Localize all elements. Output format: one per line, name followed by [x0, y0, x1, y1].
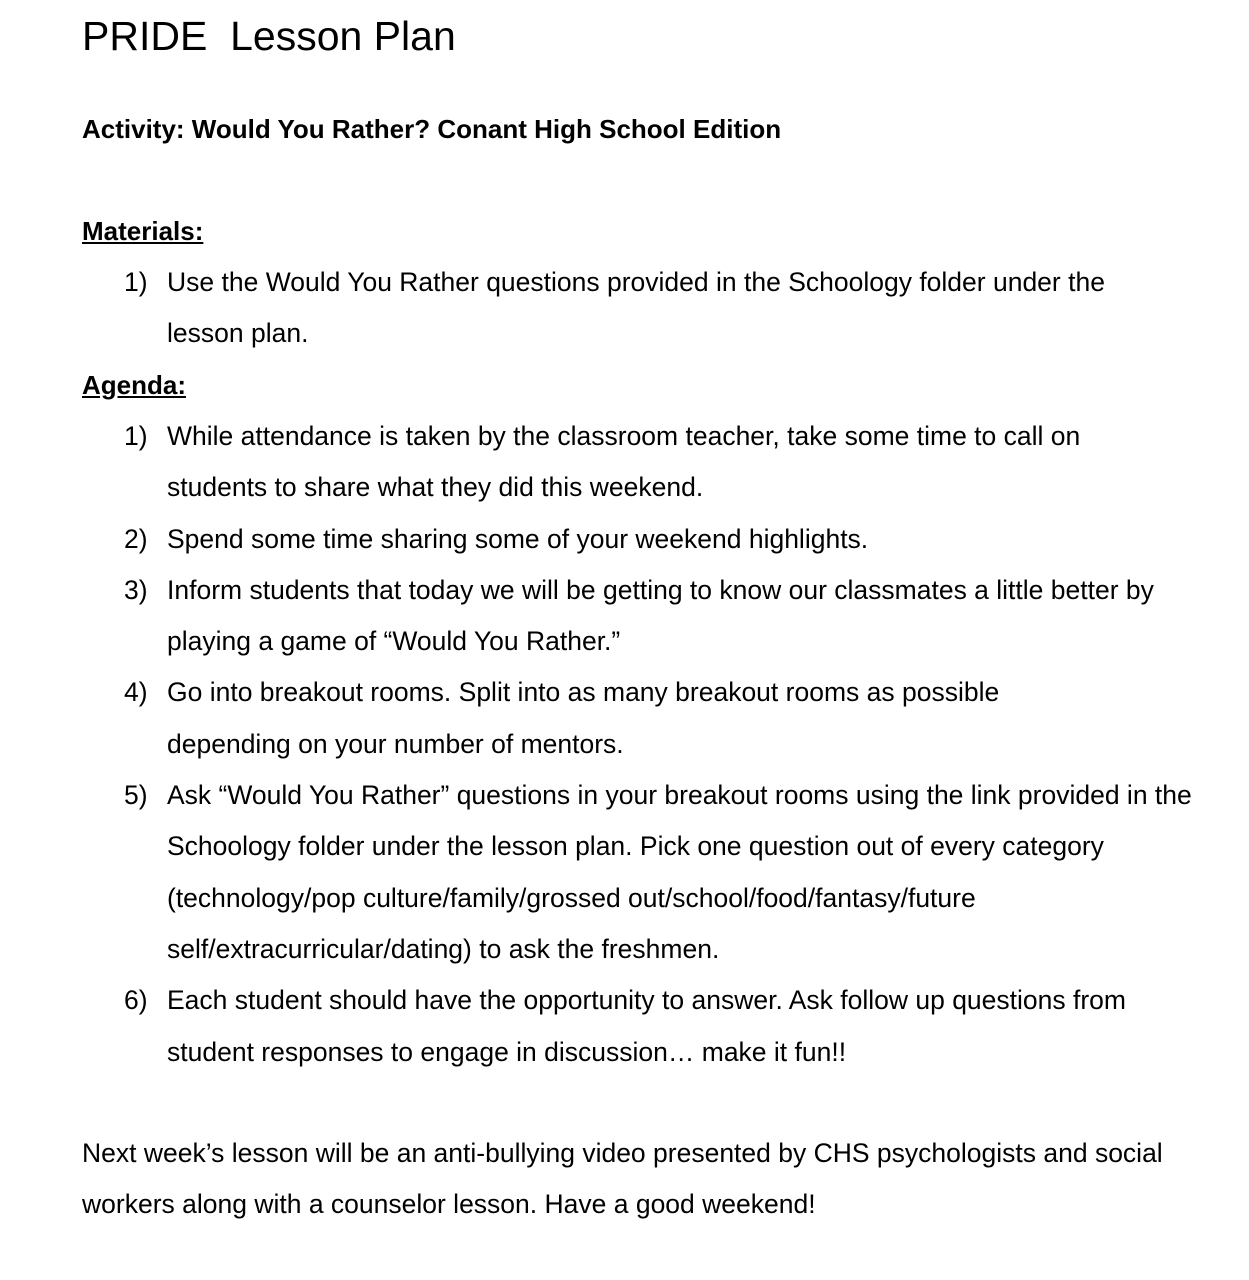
- materials-heading: Materials:: [82, 216, 204, 246]
- list-item-text: Use the Would You Rather questions provided in the Schoology folder under the lesson plan.: [167, 267, 1105, 349]
- activity-heading: Activity: Would You Rather? Conant High School Edition: [82, 114, 782, 144]
- page-title: PRIDE Lesson Plan: [82, 13, 456, 59]
- list-item-number: 1): [124, 421, 148, 451]
- list-item-number: 6): [124, 985, 148, 1016]
- list-item-text: While attendance is taken by the classroom teacher, take some time to call on students to share what they did this weekend.: [167, 421, 1081, 503]
- list-item-number: 5): [124, 780, 148, 811]
- list-item: [124, 257, 1184, 360]
- list-item: [124, 411, 1167, 514]
- list-item-number: 3): [124, 574, 148, 605]
- agenda-heading: Agenda:: [82, 370, 186, 400]
- list-item-text: Ask “Would You Rather” questions in your breakout rooms using the link provided in the Schoology folder under the lesson plan. Pick one question out of every category (technology/pop culture/family/grossed out/school/food/fantasy/future self/extracurricular/dating) to ask the freshmen.: [167, 780, 1192, 964]
- closing-paragraph: Next week’s lesson will be an anti-bullying video presented by CHS psychologists and social workers along with a counselor lesson. Have a good weekend!: [82, 1138, 1163, 1220]
- list-item: [124, 667, 1127, 770]
- list-item: [124, 514, 1194, 565]
- list-item-number: 4): [124, 677, 148, 708]
- list-item-text: Inform students that today we will be getting to know our classmates a little better by playing a game of “Would You Rather.”: [167, 574, 1154, 657]
- list-item: [124, 770, 1217, 975]
- list-item-number: 1): [124, 267, 148, 297]
- list-item: [124, 565, 1237, 668]
- list-item-text: Each student should have the opportunity to answer. Ask follow up questions from student responses to engage in discussion… make it fun!!: [167, 985, 1126, 1067]
- list-item-text: Go into breakout rooms. Split into as many breakout rooms as possible depending on your number of mentors.: [167, 677, 1000, 759]
- list-item: [124, 975, 1197, 1078]
- agenda-list: [124, 411, 1194, 1078]
- materials-list: [124, 257, 1184, 360]
- list-item-text: Spend some time sharing some of your weekend highlights.: [167, 523, 869, 554]
- list-item-number: 2): [124, 523, 148, 554]
